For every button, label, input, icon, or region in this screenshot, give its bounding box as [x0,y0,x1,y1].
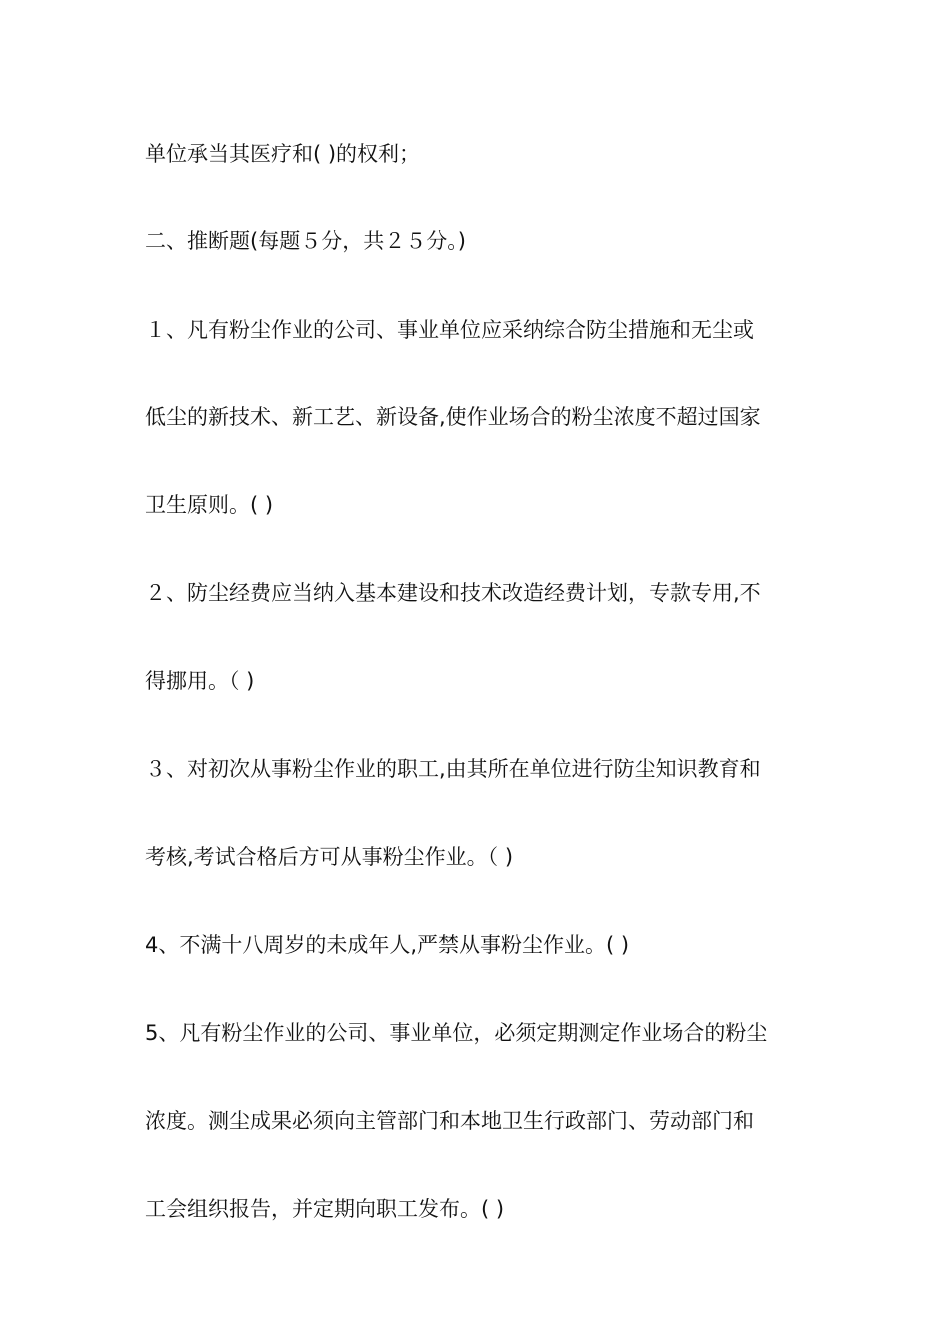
question-3-line-2: 考核,考试合格后方可从事粉尘作业。（ ) [145,845,514,869]
question-3-line-1: ３、对初次从事粉尘作业的职工,由其所在单位进行防尘知识教育和 [145,757,761,781]
question-5-line-1: 5、凡有粉尘作业的公司、事业单位，必须定期测定作业场合的粉尘 [145,1021,768,1045]
question-5-line-2: 浓度。测尘成果必须向主管部门和本地卫生行政部门、劳动部门和 [145,1109,754,1133]
question-2-line-1: ２、防尘经费应当纳入基本建设和技术改造经费计划，专款专用,不 [145,581,761,605]
question-4-line-1: 4、不满十八周岁的未成年人,严禁从事粉尘作业。( ) [145,933,630,957]
question-1-line-3: 卫生原则。( ) [145,493,274,517]
section-heading: 二、推断题(每题５分，共２５分。) [145,229,466,253]
text-line-1: 单位承当其医疗和( )的权利； [145,142,421,166]
question-1-line-2: 低尘的新技术、新工艺、新设备,使作业场合的粉尘浓度不超过国家 [145,405,761,429]
question-5-line-3: 工会组织报告，并定期向职工发布。( ) [145,1197,505,1221]
question-2-line-2: 得挪用。（ ) [145,669,255,693]
question-1-line-1: １、凡有粉尘作业的公司、事业单位应采纳综合防尘措施和无尘或 [145,318,754,342]
